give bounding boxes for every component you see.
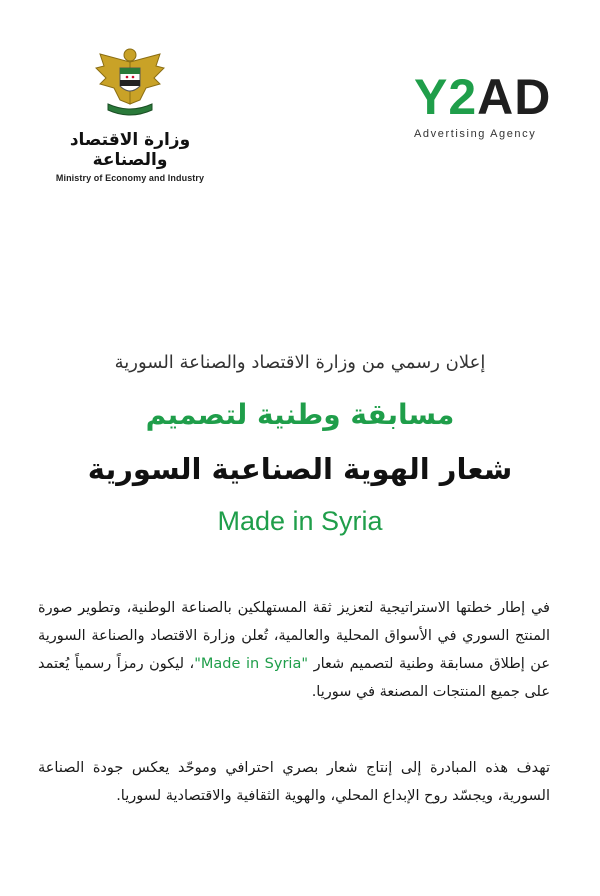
made-in-syria-tagline: Made in Syria — [217, 506, 383, 536]
ministry-name-arabic: وزارة الاقتصاد والصناعة — [69, 130, 191, 170]
paragraph-1-text-b: ، ليكون رمزاً رسمياً يُعتمد على جميع المنتجات المصنعة في سوريا. — [38, 656, 550, 700]
ministry-header — [40, 44, 220, 183]
competition-title: مسابقة وطنية لتصميم — [145, 398, 455, 431]
syrian-eagle-emblem-icon — [90, 44, 170, 120]
agency-logo-main: AD — [477, 69, 552, 125]
agency-header — [414, 69, 564, 140]
body-paragraph-1 — [38, 594, 550, 706]
agency-logo-accent: Y2 — [414, 69, 478, 125]
competition-subtitle: شعار الهوية الصناعية السورية — [87, 452, 513, 486]
announcement-line: إعلان رسمي من وزارة الاقتصاد والصناعة السورية — [114, 352, 486, 373]
paragraph-1-text-a: في إطار خطتها الاستراتيجية لتعزيز ثقة المستهلكين بالصناعة الوطنية، وتطوير صورة المنتج السوري في الأسواق المحلية والعالمية، تُعلن وزارة الاقتصاد والصناعة السورية عن إطلاق مسابقة وطنية لتصميم شعار — [38, 600, 550, 672]
ministry-name-english: Ministry of Economy and Industry — [55, 173, 205, 183]
paragraph-1-highlight: "Made in Syria" — [194, 656, 309, 672]
agency-logo — [414, 69, 564, 125]
agency-tagline: Advertising Agency — [414, 128, 537, 140]
body-paragraph-2: تهدف هذه المبادرة إلى إنتاج شعار بصري احترافي وموحّد يعكس جودة الصناعة السورية، ويجسّد روح الإبداع المحلي، والهوية الثقافية والاقتصادية لسوريا. — [38, 760, 550, 804]
